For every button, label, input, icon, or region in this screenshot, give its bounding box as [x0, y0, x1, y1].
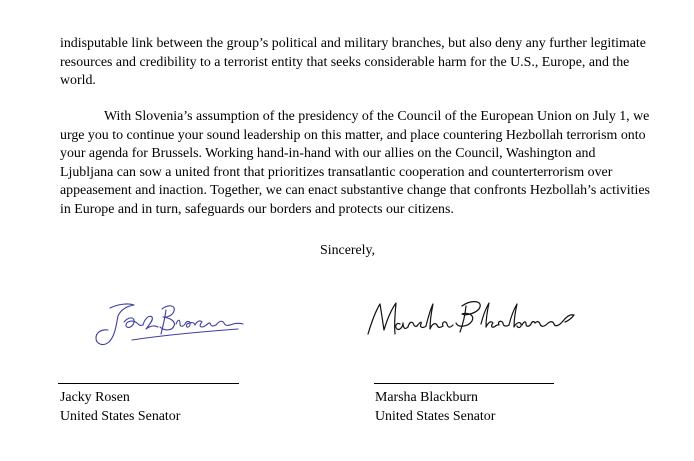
signer-title: United States Senator — [60, 409, 181, 424]
signer-name: Jacky Rosen — [60, 390, 130, 405]
letter-paragraph-1: indisputable link between the group’s political and military branches, but also deny any further legitimate resources and credibility to a terrorist entity that seeks considerable harm for the U.S., Europe, and the world. — [60, 36, 646, 89]
closing-salutation: Sincerely, — [320, 243, 376, 258]
signer-name: Marsha Blackburn — [375, 390, 478, 405]
rosen-signature-line — [58, 383, 239, 384]
signer-title: United States Senator — [375, 409, 496, 424]
rosen-signature — [88, 296, 248, 354]
blackburn-signature-block — [375, 388, 495, 426]
blackburn-signature-line — [374, 383, 554, 384]
rosen-signature-block — [60, 388, 180, 426]
letter-paragraph-2: With Slovenia’s assumption of the presidency of the Council of the European Union on July 1, we urge you to continue your sound leadership on this matter, and place countering Hezbollah terrorism onto your agenda for Brussels. Working hand-in-hand with our allies on the Council, Washington and Ljubljana can sow a united front that prioritizes transatlantic cooperation and counterterrorism over appeasement and inaction. Together, we can enact substantive change that confronts Hezbollah’s activities in Europe and in turn, safeguards our borders and protects our citizens. — [60, 109, 650, 217]
blackburn-signature — [362, 294, 582, 344]
